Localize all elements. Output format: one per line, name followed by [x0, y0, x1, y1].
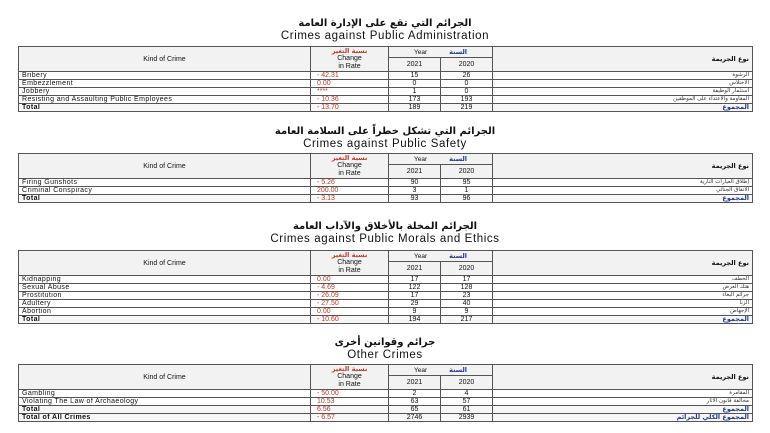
crime-type-ar-header: نوع الجريمة	[493, 251, 753, 276]
crime-name-en: Kidnapping	[19, 276, 311, 284]
crime-type-ar-header: نوع الجريمة	[493, 365, 753, 390]
crime-name-en: Bribery	[19, 72, 311, 80]
change-rate-value: 0.00	[311, 80, 389, 88]
value-2021: 63	[389, 398, 441, 406]
table-row	[19, 195, 753, 203]
crime-name-ar: المجموع	[493, 316, 753, 324]
value-2020: 0	[441, 80, 493, 88]
crime-name-ar: الاختلاس	[493, 80, 753, 88]
table-row	[19, 406, 753, 414]
year-2021-header: 2021	[389, 58, 441, 72]
crime-name-ar: المجموع الكلي للجرائم	[493, 414, 753, 422]
year-2020-header: 2020	[441, 376, 493, 390]
change-rate-value: - 42.31	[311, 72, 389, 80]
value-2020: 217	[441, 316, 493, 324]
crime-name-en: Embezzlement	[19, 80, 311, 88]
table-row	[19, 80, 753, 88]
crime-name-ar: المجموع	[493, 104, 753, 112]
change-rate-value: 0.00	[311, 308, 389, 316]
crime-name-ar: الإجهاض	[493, 308, 753, 316]
change-rate-en-line1: Change	[337, 162, 362, 169]
table-row	[19, 179, 753, 187]
crime-name-ar: مخالفة قانون الآثار	[493, 398, 753, 406]
kind-of-crime-header: Kind of Crime	[19, 47, 311, 72]
year-header	[389, 251, 493, 262]
change-rate-ar: نسبة التغير	[331, 365, 368, 373]
change-rate-en-line1: Change	[337, 373, 362, 380]
change-rate-ar: نسبة التغير	[331, 47, 368, 55]
value-2020: 57	[441, 398, 493, 406]
crime-name-en: Criminal Conspiracy	[19, 187, 311, 195]
change-rate-header	[311, 251, 389, 276]
section-title-ar: جرائم وقوانين أخرى	[334, 337, 436, 348]
crime-name-ar: الخطف	[493, 276, 753, 284]
value-2021: 0	[389, 80, 441, 88]
change-rate-en-line2: in Rate	[338, 381, 361, 388]
value-2020: 95	[441, 179, 493, 187]
value-2021: 17	[389, 276, 441, 284]
table-row	[19, 96, 753, 104]
year-ar: السنة	[449, 154, 468, 163]
value-2020: 128	[441, 284, 493, 292]
crimes-table	[18, 250, 753, 324]
section-public-morals	[0, 221, 770, 246]
crime-name-ar: الاتفاق الجنائي	[493, 187, 753, 195]
value-2021: 15	[389, 72, 441, 80]
value-2020: 40	[441, 300, 493, 308]
value-2021: 65	[389, 406, 441, 414]
value-2021: 3	[389, 187, 441, 195]
change-rate-value: - 5.26	[311, 179, 389, 187]
section-title-en: Crimes against Public Morals and Ethics	[270, 233, 500, 245]
section-other-crimes	[0, 337, 770, 362]
year-ar: السنة	[449, 47, 468, 56]
crime-name-ar: المقاومة والاعتداء على الموظفين	[493, 96, 753, 104]
change-rate-en-line2: in Rate	[338, 267, 361, 274]
crime-name-ar: هتك العرض	[493, 284, 753, 292]
value-2021: 29	[389, 300, 441, 308]
crime-name-ar: المقامرة	[493, 390, 753, 398]
value-2021: 2746	[389, 414, 441, 422]
crime-name-en: Firing Gunshots	[19, 179, 311, 187]
change-rate-value: 10.53	[311, 398, 389, 406]
crimes-table	[18, 364, 753, 422]
crimes-table	[18, 46, 753, 112]
change-rate-value: - 4.69	[311, 284, 389, 292]
change-rate-header	[311, 154, 389, 179]
crime-name-en: Violating The Law of Archaeology	[19, 398, 311, 406]
value-2020: 17	[441, 276, 493, 284]
change-rate-value: 200.00	[311, 187, 389, 195]
crimes-table	[18, 153, 753, 203]
table-row	[19, 390, 753, 398]
section-title-ar: الجرائم المخلة بالأخلاق والآداب العامة	[292, 221, 478, 232]
value-2020: 9	[441, 308, 493, 316]
kind-of-crime-header: Kind of Crime	[19, 251, 311, 276]
table-row	[19, 414, 753, 422]
crime-name-en: Total	[19, 104, 311, 112]
change-rate-value: - 27.50	[311, 300, 389, 308]
year-header	[389, 154, 493, 165]
section-public-safety	[0, 126, 770, 151]
table-row	[19, 316, 753, 324]
kind-of-crime-header: Kind of Crime	[19, 365, 311, 390]
value-2020: 96	[441, 195, 493, 203]
year-ar: السنة	[449, 251, 468, 260]
section-title-en: Crimes against Public Safety	[303, 138, 467, 150]
table-row	[19, 292, 753, 300]
change-rate-value: - 10.36	[311, 96, 389, 104]
value-2021: 2	[389, 390, 441, 398]
change-rate-ar: نسبة التغير	[331, 251, 368, 259]
value-2020: 0	[441, 88, 493, 96]
change-rate-value: 0.00	[311, 276, 389, 284]
year-en: Year	[413, 155, 428, 163]
crime-name-ar: المجموع	[493, 406, 753, 414]
change-rate-value: - 50.00	[311, 390, 389, 398]
crime-name-en: Jobbery	[19, 88, 311, 96]
table-row	[19, 398, 753, 406]
change-rate-en-line2: in Rate	[338, 170, 361, 177]
year-en: Year	[413, 252, 428, 260]
crime-name-en: Total	[19, 316, 311, 324]
table-row	[19, 284, 753, 292]
crime-type-ar-header: نوع الجريمة	[493, 47, 753, 72]
change-rate-en-line2: in Rate	[338, 63, 361, 70]
year-header	[389, 47, 493, 58]
year-2021-header: 2021	[389, 376, 441, 390]
change-rate-en-line1: Change	[337, 55, 362, 62]
crime-name-ar: الزنا	[493, 300, 753, 308]
change-rate-ar: نسبة التغير	[331, 154, 368, 162]
value-2020: 4	[441, 390, 493, 398]
value-2020: 219	[441, 104, 493, 112]
table-row	[19, 104, 753, 112]
value-2020: 193	[441, 96, 493, 104]
section-title-en: Crimes against Public Administration	[280, 30, 490, 42]
crime-name-ar: جرائم البغاء	[493, 292, 753, 300]
change-rate-header	[311, 365, 389, 390]
change-rate-value: - 10.60	[311, 316, 389, 324]
table-row	[19, 308, 753, 316]
value-2020: 2939	[441, 414, 493, 422]
crime-name-en: Adultery	[19, 300, 311, 308]
table-row	[19, 88, 753, 96]
crime-name-ar: المجموع	[493, 195, 753, 203]
section-title-ar: الجرائم التي تقع على الإدارة العامة	[298, 18, 472, 29]
crime-name-en: Resisting and Assaulting Public Employees	[19, 96, 311, 104]
year-2020-header: 2020	[441, 58, 493, 72]
crime-name-en: Abortion	[19, 308, 311, 316]
year-en: Year	[413, 366, 428, 374]
table-row	[19, 276, 753, 284]
value-2021: 93	[389, 195, 441, 203]
value-2021: 90	[389, 179, 441, 187]
year-2020-header: 2020	[441, 165, 493, 179]
change-rate-value: - 6.57	[311, 414, 389, 422]
crime-name-en: Sexual Abuse	[19, 284, 311, 292]
change-rate-value: - 13.70	[311, 104, 389, 112]
section-title-en: Other Crimes	[347, 349, 423, 361]
crime-name-ar: إطلاق العيارات النارية	[493, 179, 753, 187]
year-2020-header: 2020	[441, 262, 493, 276]
value-2021: 1	[389, 88, 441, 96]
crime-name-ar: الرشوة	[493, 72, 753, 80]
year-ar: السنة	[449, 365, 468, 374]
crime-name-en: Prostitution	[19, 292, 311, 300]
value-2021: 194	[389, 316, 441, 324]
table-row	[19, 187, 753, 195]
change-rate-value: ****	[311, 88, 389, 96]
crime-name-en: Total	[19, 195, 311, 203]
table-row	[19, 72, 753, 80]
value-2021: 122	[389, 284, 441, 292]
section-public-administration	[0, 18, 770, 43]
change-rate-value: 6.56	[311, 406, 389, 414]
change-rate-header	[311, 47, 389, 72]
crime-name-en: Total of All Crimes	[19, 414, 311, 422]
value-2020: 23	[441, 292, 493, 300]
change-rate-en-line1: Change	[337, 259, 362, 266]
change-rate-value: - 26.09	[311, 292, 389, 300]
year-header	[389, 365, 493, 376]
section-title-ar: الجرائم التي تشكل خطراً على السلامة العامة	[274, 126, 496, 137]
kind-of-crime-header: Kind of Crime	[19, 154, 311, 179]
value-2021: 189	[389, 104, 441, 112]
value-2020: 61	[441, 406, 493, 414]
crime-name-en: Total	[19, 406, 311, 414]
crime-type-ar-header: نوع الجريمة	[493, 154, 753, 179]
value-2020: 1	[441, 187, 493, 195]
year-2021-header: 2021	[389, 262, 441, 276]
table-row	[19, 300, 753, 308]
year-2021-header: 2021	[389, 165, 441, 179]
crime-name-en: Gambling	[19, 390, 311, 398]
value-2021: 17	[389, 292, 441, 300]
crime-name-ar: استثمار الوظيفة	[493, 88, 753, 96]
year-en: Year	[413, 48, 428, 56]
value-2020: 26	[441, 72, 493, 80]
value-2021: 173	[389, 96, 441, 104]
value-2021: 9	[389, 308, 441, 316]
change-rate-value: - 3.13	[311, 195, 389, 203]
